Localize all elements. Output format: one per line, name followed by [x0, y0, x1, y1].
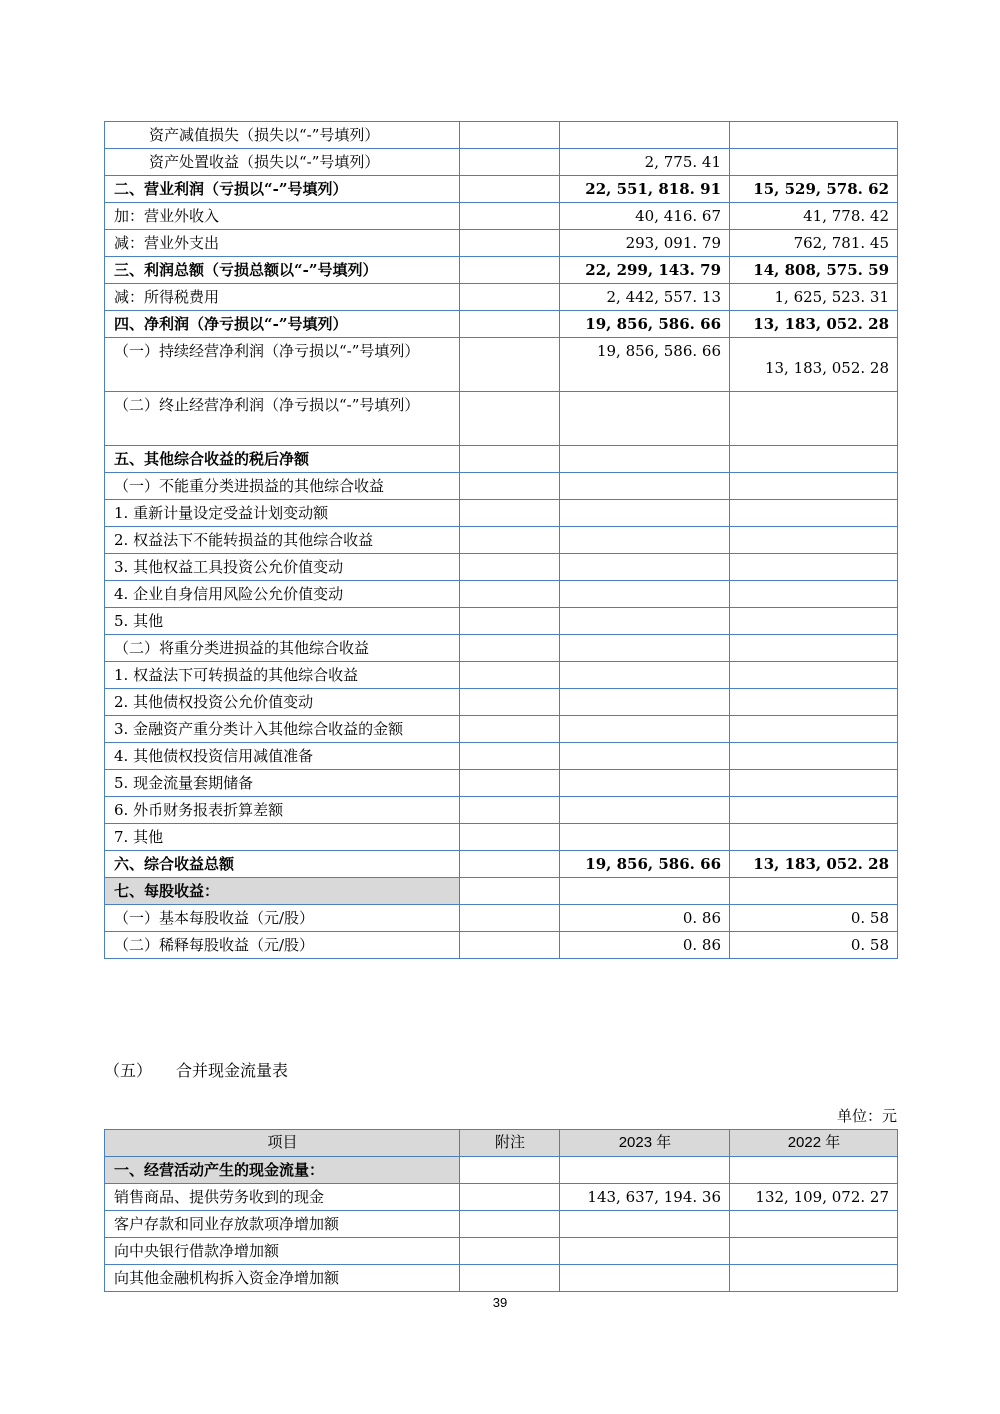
- row-value-2022: [730, 392, 898, 446]
- table-row: [105, 743, 898, 770]
- row-note: [460, 1238, 560, 1265]
- row-item-label: （一）不能重分类进损益的其他综合收益: [105, 473, 460, 500]
- row-note: [460, 1184, 560, 1211]
- row-note: [460, 149, 560, 176]
- row-value-2023: 293, 091. 79: [560, 230, 730, 257]
- column-header-item: 项目: [105, 1130, 460, 1157]
- row-note: [460, 878, 560, 905]
- table-row: [105, 905, 898, 932]
- row-item-label: 二、营业利润（亏损以“-”号填列）: [105, 176, 460, 203]
- row-note: [460, 1265, 560, 1292]
- row-item-label: 减：营业外支出: [105, 230, 460, 257]
- row-value-2023: [560, 635, 730, 662]
- row-value-2022: [730, 581, 898, 608]
- table-row: [105, 716, 898, 743]
- row-item-label: 7. 其他: [105, 824, 460, 851]
- section-number: （五）: [104, 1063, 153, 1080]
- row-note: [460, 230, 560, 257]
- table-row: [105, 1211, 898, 1238]
- row-value-2022: [730, 770, 898, 797]
- table-row: [105, 257, 898, 284]
- cash-flow-body: [105, 1157, 898, 1292]
- income-statement-body: [105, 122, 898, 959]
- table-row: [105, 527, 898, 554]
- row-value-2023: [560, 122, 730, 149]
- row-item-label: 3. 金融资产重分类计入其他综合收益的金额: [105, 716, 460, 743]
- row-value-2022: [730, 743, 898, 770]
- row-item-label: 七、每股收益：: [105, 878, 460, 905]
- table-row: [105, 284, 898, 311]
- row-value-2023: [560, 716, 730, 743]
- row-note: [460, 473, 560, 500]
- table-row: [105, 635, 898, 662]
- table-row: [105, 608, 898, 635]
- row-value-2022: [730, 446, 898, 473]
- unit-label: 单位：元: [836, 1107, 897, 1125]
- row-value-2022: [730, 797, 898, 824]
- table-row: [105, 473, 898, 500]
- row-item-label: 资产减值损失（损失以“-”号填列）: [105, 122, 460, 149]
- row-value-2023: 40, 416. 67: [560, 203, 730, 230]
- row-note: [460, 608, 560, 635]
- row-value-2022: [730, 689, 898, 716]
- table-row: [105, 446, 898, 473]
- row-note: [460, 743, 560, 770]
- column-header-2023: 2023 年: [560, 1130, 730, 1157]
- row-note: [460, 392, 560, 446]
- row-value-2023: [560, 878, 730, 905]
- row-value-2022: [730, 1238, 898, 1265]
- row-note: [460, 1211, 560, 1238]
- row-item-label: 5. 现金流量套期储备: [105, 770, 460, 797]
- row-value-2022: 0. 58: [730, 932, 898, 959]
- table-row: [105, 797, 898, 824]
- row-value-2022: 15, 529, 578. 62: [730, 176, 898, 203]
- row-value-2022: [730, 527, 898, 554]
- cash-flow-header-row: [105, 1130, 898, 1157]
- row-item-label: （二）终止经营净利润（净亏损以“-”号填列）: [105, 392, 460, 446]
- table-row: [105, 311, 898, 338]
- table-row: [105, 932, 898, 959]
- table-row: [105, 176, 898, 203]
- row-value-2022: [730, 824, 898, 851]
- row-value-2022: 41, 778. 42: [730, 203, 898, 230]
- row-value-2022: 14, 808, 575. 59: [730, 257, 898, 284]
- row-value-2023: 2, 442, 557. 13: [560, 284, 730, 311]
- row-value-2022: [730, 554, 898, 581]
- table-row: [105, 851, 898, 878]
- row-note: [460, 527, 560, 554]
- row-item-label: 6. 外币财务报表折算差额: [105, 797, 460, 824]
- row-item-label: 2. 其他债权投资公允价值变动: [105, 689, 460, 716]
- row-value-2023: [560, 1211, 730, 1238]
- row-value-2022: [730, 122, 898, 149]
- table-row: [105, 878, 898, 905]
- row-item-label: 六、综合收益总额: [105, 851, 460, 878]
- row-value-2022: [730, 635, 898, 662]
- table-row: [105, 1265, 898, 1292]
- row-item-label: 3. 其他权益工具投资公允价值变动: [105, 554, 460, 581]
- row-item-label: 向其他金融机构拆入资金净增加额: [105, 1265, 460, 1292]
- row-note: [460, 662, 560, 689]
- row-note: [460, 716, 560, 743]
- table-row: [105, 230, 898, 257]
- row-value-2022: 1, 625, 523. 31: [730, 284, 898, 311]
- row-note: [460, 257, 560, 284]
- row-note: [460, 176, 560, 203]
- row-note: [460, 284, 560, 311]
- row-value-2023: [560, 446, 730, 473]
- row-value-2023: [560, 770, 730, 797]
- row-item-label: 4. 其他债权投资信用减值准备: [105, 743, 460, 770]
- table-row: [105, 689, 898, 716]
- table-row: [105, 662, 898, 689]
- table-row: [105, 122, 898, 149]
- row-item-label: 加：营业外收入: [105, 203, 460, 230]
- row-value-2023: 143, 637, 194. 36: [560, 1184, 730, 1211]
- row-item-label: 客户存款和同业存放款项净增加额: [105, 1211, 460, 1238]
- row-value-2023: [560, 500, 730, 527]
- row-note: [460, 635, 560, 662]
- row-value-2023: 19, 856, 586. 66: [560, 338, 730, 392]
- row-note: [460, 338, 560, 392]
- income-statement-table: [104, 121, 898, 959]
- row-item-label: 5. 其他: [105, 608, 460, 635]
- row-value-2023: [560, 1265, 730, 1292]
- row-note: [460, 932, 560, 959]
- row-note: [460, 311, 560, 338]
- row-value-2023: [560, 689, 730, 716]
- row-note: [460, 797, 560, 824]
- row-item-label: 一、经营活动产生的现金流量：: [105, 1157, 460, 1184]
- row-value-2023: 2, 775. 41: [560, 149, 730, 176]
- row-value-2023: [560, 473, 730, 500]
- row-value-2022: [730, 473, 898, 500]
- row-value-2023: 0. 86: [560, 905, 730, 932]
- row-value-2023: [560, 1157, 730, 1184]
- row-value-2022: [730, 149, 898, 176]
- row-value-2022: [730, 1265, 898, 1292]
- row-value-2023: [560, 824, 730, 851]
- row-item-label: （一）持续经营净利润（净亏损以“-”号填列）: [105, 338, 460, 392]
- row-note: [460, 446, 560, 473]
- row-item-label: （二）将重分类进损益的其他综合收益: [105, 635, 460, 662]
- row-item-label: 4. 企业自身信用风险公允价值变动: [105, 581, 460, 608]
- row-item-label: 2. 权益法下不能转损益的其他综合收益: [105, 527, 460, 554]
- row-note: [460, 689, 560, 716]
- row-value-2023: 19, 856, 586. 66: [560, 851, 730, 878]
- row-value-2023: 19, 856, 586. 66: [560, 311, 730, 338]
- table-row: [105, 500, 898, 527]
- row-value-2023: [560, 608, 730, 635]
- row-value-2023: 0. 86: [560, 932, 730, 959]
- cash-flow-section-title: [104, 1058, 288, 1081]
- row-value-2023: [560, 527, 730, 554]
- table-row: [105, 392, 898, 446]
- row-value-2022: [730, 608, 898, 635]
- table-row: [105, 824, 898, 851]
- row-value-2022: [730, 716, 898, 743]
- row-note: [460, 1157, 560, 1184]
- row-note: [460, 122, 560, 149]
- row-note: [460, 500, 560, 527]
- table-row: [105, 1157, 898, 1184]
- row-note: [460, 203, 560, 230]
- row-item-label: 减：所得税费用: [105, 284, 460, 311]
- column-header-note: 附注: [460, 1130, 560, 1157]
- row-note: [460, 905, 560, 932]
- table-row: [105, 1238, 898, 1265]
- row-value-2023: 22, 551, 818. 91: [560, 176, 730, 203]
- row-value-2023: 22, 299, 143. 79: [560, 257, 730, 284]
- row-value-2022: 762, 781. 45: [730, 230, 898, 257]
- row-item-label: 1. 权益法下可转损益的其他综合收益: [105, 662, 460, 689]
- row-item-label: 1. 重新计量设定受益计划变动额: [105, 500, 460, 527]
- row-value-2023: [560, 554, 730, 581]
- row-item-label: 五、其他综合收益的税后净额: [105, 446, 460, 473]
- row-item-label: （一）基本每股收益（元/股）: [105, 905, 460, 932]
- table-row: [105, 149, 898, 176]
- row-note: [460, 770, 560, 797]
- row-item-label: 销售商品、提供劳务收到的现金: [105, 1184, 460, 1211]
- row-item-label: 向中央银行借款净增加额: [105, 1238, 460, 1265]
- row-note: [460, 581, 560, 608]
- table-row: [105, 1184, 898, 1211]
- row-value-2022: [730, 878, 898, 905]
- table-row: [105, 581, 898, 608]
- row-value-2023: [560, 581, 730, 608]
- row-value-2023: [560, 662, 730, 689]
- row-value-2023: [560, 392, 730, 446]
- row-value-2022: [730, 1157, 898, 1184]
- row-item-label: 资产处置收益（损失以“-”号填列）: [105, 149, 460, 176]
- table-row: [105, 203, 898, 230]
- row-value-2022: [730, 1211, 898, 1238]
- row-note: [460, 824, 560, 851]
- row-value-2023: [560, 797, 730, 824]
- column-header-2022: 2022 年: [730, 1130, 898, 1157]
- row-item-label: 三、利润总额（亏损总额以“-”号填列）: [105, 257, 460, 284]
- row-value-2022: 13, 183, 052. 28: [730, 338, 898, 392]
- row-value-2022: 13, 183, 052. 28: [730, 851, 898, 878]
- row-item-label: 四、净利润（净亏损以“-”号填列）: [105, 311, 460, 338]
- table-row: [105, 770, 898, 797]
- table-row: [105, 338, 898, 392]
- page-number: 39: [492, 1295, 508, 1310]
- row-note: [460, 851, 560, 878]
- row-value-2022: 0. 58: [730, 905, 898, 932]
- table-row: [105, 554, 898, 581]
- row-value-2022: 13, 183, 052. 28: [730, 311, 898, 338]
- row-note: [460, 554, 560, 581]
- row-value-2023: [560, 1238, 730, 1265]
- row-value-2022: [730, 500, 898, 527]
- row-value-2022: [730, 662, 898, 689]
- row-value-2023: [560, 743, 730, 770]
- section-name: 合并现金流量表: [176, 1063, 289, 1080]
- row-item-label: （二）稀释每股收益（元/股）: [105, 932, 460, 959]
- row-value-2022: 132, 109, 072. 27: [730, 1184, 898, 1211]
- cash-flow-table: [104, 1129, 898, 1292]
